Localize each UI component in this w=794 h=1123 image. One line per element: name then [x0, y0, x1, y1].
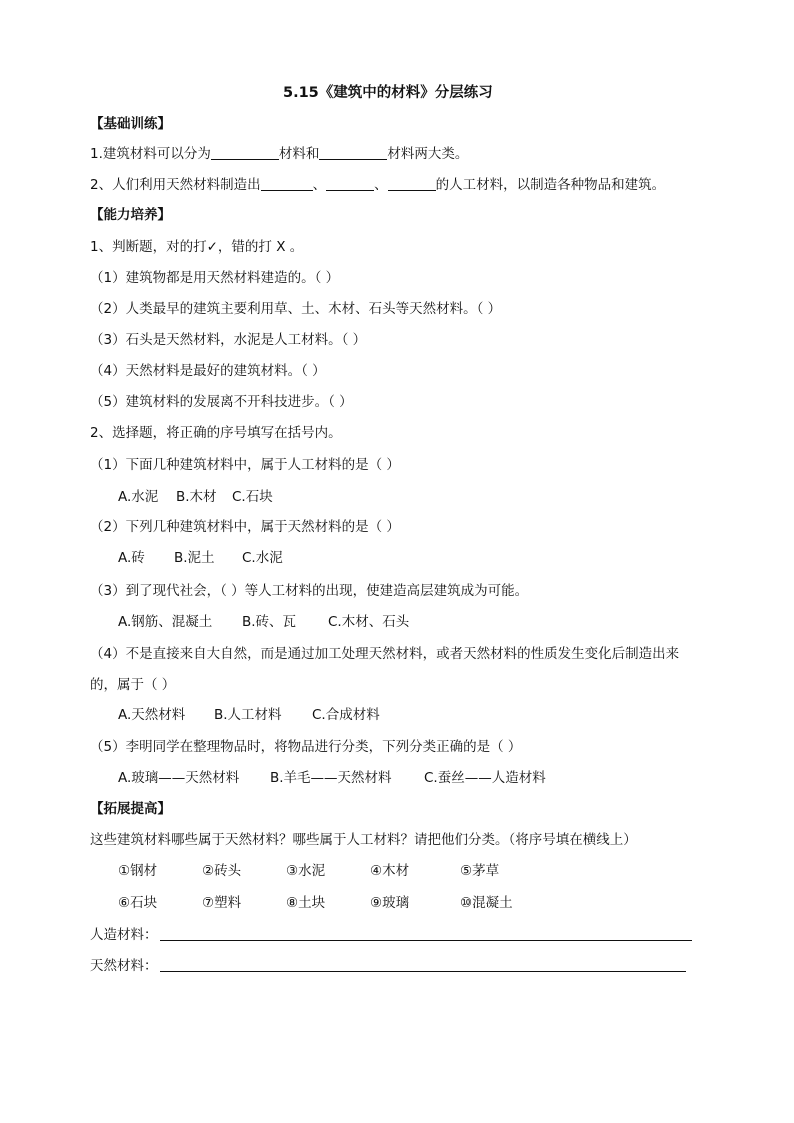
option: B.砖、瓦 — [242, 614, 297, 630]
option: B.泥土 — [174, 550, 215, 566]
choice-q5: （5）李明同学在整理物品时，将物品进行分类，下列分类正确的是（ ） — [90, 739, 522, 755]
material-row-2 — [118, 894, 513, 912]
natural-label: 天然材料： — [90, 958, 158, 974]
option: C.水泥 — [242, 550, 283, 566]
q2-sep-1: 、 — [312, 177, 327, 193]
option: A.玻璃——天然材料 — [118, 770, 240, 786]
judge-item-3: （3）石头是天然材料，水泥是人工材料。（ ） — [90, 332, 367, 348]
judge-item-1: （1）建筑物都是用天然材料建造的。（ ） — [90, 270, 340, 286]
option: C.蚕丝——人造材料 — [424, 770, 546, 786]
choice-q4-line2: 的，属于（ ） — [90, 677, 176, 693]
choice-q4-line1: （4）不是直接来自大自然，而是通过加工处理天然材料，或者天然材料的性质发生变化后制造出来 — [90, 646, 680, 662]
q2-blank-1[interactable] — [261, 176, 313, 191]
choice-q2: （2）下列几种建筑材料中，属于天然材料的是（ ） — [90, 519, 400, 535]
man-made-answer-line[interactable] — [160, 940, 692, 941]
man-made-label: 人造材料： — [90, 927, 158, 943]
option: C.合成材料 — [312, 707, 380, 723]
q1-text-a: 1.建筑材料可以分为 — [90, 146, 211, 162]
q2-sep-2: 、 — [374, 177, 388, 193]
material-item: ③水泥 — [286, 863, 326, 879]
material-item: ④木材 — [370, 863, 410, 879]
option: A.钢筋、混凝土 — [118, 614, 213, 630]
natural-answer-line[interactable] — [160, 971, 686, 972]
section-heading-ability: 【能力培养】 — [90, 207, 171, 223]
choice-q4-options — [118, 706, 380, 724]
material-item: ⑧土块 — [286, 895, 326, 911]
material-item: ②砖头 — [202, 863, 242, 879]
choice-intro: 2、选择题，将正确的序号填写在括号内。 — [90, 425, 342, 441]
option: B.人工材料 — [214, 707, 282, 723]
judge-item-2: （2）人类最早的建筑主要利用草、土、木材、石头等天然材料。（ ） — [90, 301, 502, 317]
option: B.羊毛——天然材料 — [270, 770, 392, 786]
choice-q1: （1）下面几种建筑材料中，属于人工材料的是（ ） — [90, 457, 400, 473]
question-basic-2 — [90, 176, 665, 194]
q2-blank-2[interactable] — [326, 176, 374, 191]
option: B.木材 — [176, 489, 217, 505]
choice-q2-options — [118, 549, 283, 567]
q2-text-a: 2、人们利用天然材料制造出 — [90, 177, 261, 193]
option: C.木材、石头 — [328, 614, 410, 630]
material-item: ⑤茅草 — [460, 863, 500, 879]
extend-intro: 这些建筑材料哪些属于天然材料？哪些属于人工材料？请把他们分类。（将序号填在横线上） — [90, 832, 637, 848]
q2-text-c: 的人工材料，以制造各种物品和建筑。 — [435, 177, 666, 193]
section-heading-extend: 【拓展提高】 — [90, 801, 171, 817]
choice-q3: （3）到了现代社会，（ ）等人工材料的出现，使建造高层建筑成为可能。 — [90, 583, 529, 599]
option: A.水泥 — [118, 489, 159, 505]
material-item: ⑥石块 — [118, 895, 158, 911]
choice-q1-options — [118, 488, 273, 506]
material-item: ①钢材 — [118, 863, 158, 879]
judge-item-4: （4）天然材料是最好的建筑材料。（ ） — [90, 363, 326, 379]
q1-blank-2[interactable] — [319, 145, 387, 160]
q1-blank-1[interactable] — [211, 145, 279, 160]
choice-q5-options — [118, 769, 546, 787]
option: A.天然材料 — [118, 707, 186, 723]
choice-q3-options — [118, 613, 409, 631]
q1-text-c: 材料两大类。 — [387, 146, 469, 162]
option: A.砖 — [118, 550, 145, 566]
material-item: ⑦塑料 — [202, 895, 242, 911]
judge-item-5: （5）建筑材料的发展离不开科技进步。（ ） — [90, 394, 353, 410]
question-basic-1 — [90, 145, 468, 163]
material-item: ⑩混凝土 — [460, 895, 513, 911]
q1-text-b: 材料和 — [278, 146, 320, 162]
judge-intro: 1、判断题，对的打✓，错的打 X 。 — [90, 239, 304, 255]
q2-blank-3[interactable] — [388, 176, 436, 191]
page-title: 5.15《建筑中的材料》分层练习 — [283, 85, 493, 101]
material-item: ⑨玻璃 — [370, 895, 410, 911]
option: C.石块 — [232, 489, 273, 505]
material-row-1 — [118, 862, 499, 880]
section-heading-basic: 【基础训练】 — [90, 116, 171, 132]
